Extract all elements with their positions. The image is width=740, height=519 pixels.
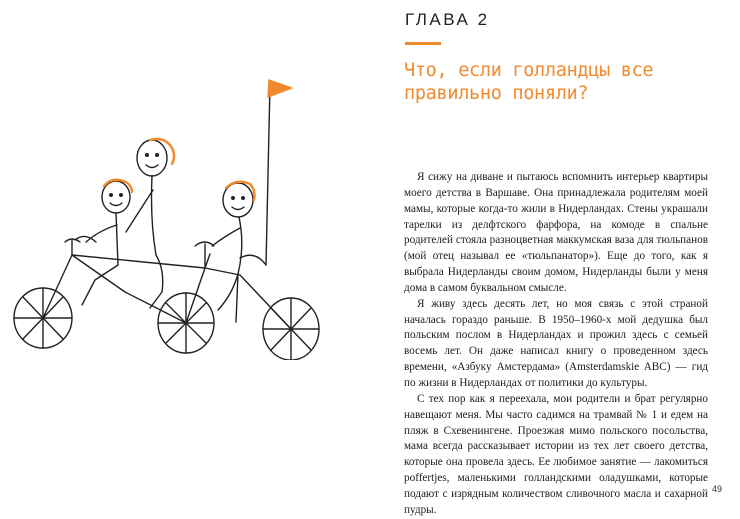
paragraph: С тех пор как я переехала, мои родители и брат регулярно навещают меня. Мы часто садимся на трамвай № 1 и едем на пляж в Схевенингене. Проезжая мимо польского посольства, мама всегда рассказывает истории из тех лет своего детства, которые она провела здесь. Ее любимое занятие — лакомиться poffertjes, маленькими голландскими оладушками, которые подают с изрядным количеством сливочного масла и сахарной пудры. [404, 392, 708, 516]
adult-rider-back-icon [212, 182, 255, 322]
child-rider-icon [82, 180, 132, 305]
bicycle-frame-icon [43, 236, 291, 329]
page-number: 49 [712, 484, 723, 494]
chapter-title: Что, если голландцы все правильно поняли? [404, 60, 654, 104]
tandem-bicycle-family-drawing-icon [0, 60, 370, 360]
body-text [404, 170, 708, 519]
paragraph: Я живу здесь десять лет, но моя связь с этой страной началась гораздо раньше. В 1950–1960-х мой дедушка был польским послом в Нидерландах и прожил здесь с семьей восемь лет. Он даже написал книгу о проведенном здесь времени, «Азбуку Амстердама» (Amsterdamskie ABC) — гид по жизни в Нидерландах от политики до культуры. [404, 297, 708, 389]
chapter-divider [405, 42, 441, 45]
adult-rider-icon [126, 139, 174, 308]
flag-icon [266, 80, 292, 265]
paragraph: Я сижу на диване и пытаюсь вспомнить интерьер квартиры моего детства в Варшаве. Она принадлежала родителям моей мамы, которые когда-то жили в Нидерландах. Стены украшали тарелки из делфтского фарфора, на комоде в спальне родителей стояла разноцветная маккумская ваза для тюльпанов (мой отец называл ее «тюльпанатор»). Еще до того, как я выбрала Нидерланды своим домом, Нидерланды были у меня дома в самом буквальном смысле. [404, 171, 708, 294]
bicycle-wheels-icon [14, 288, 319, 360]
chapter-label: ГЛАВА 2 [405, 10, 490, 29]
